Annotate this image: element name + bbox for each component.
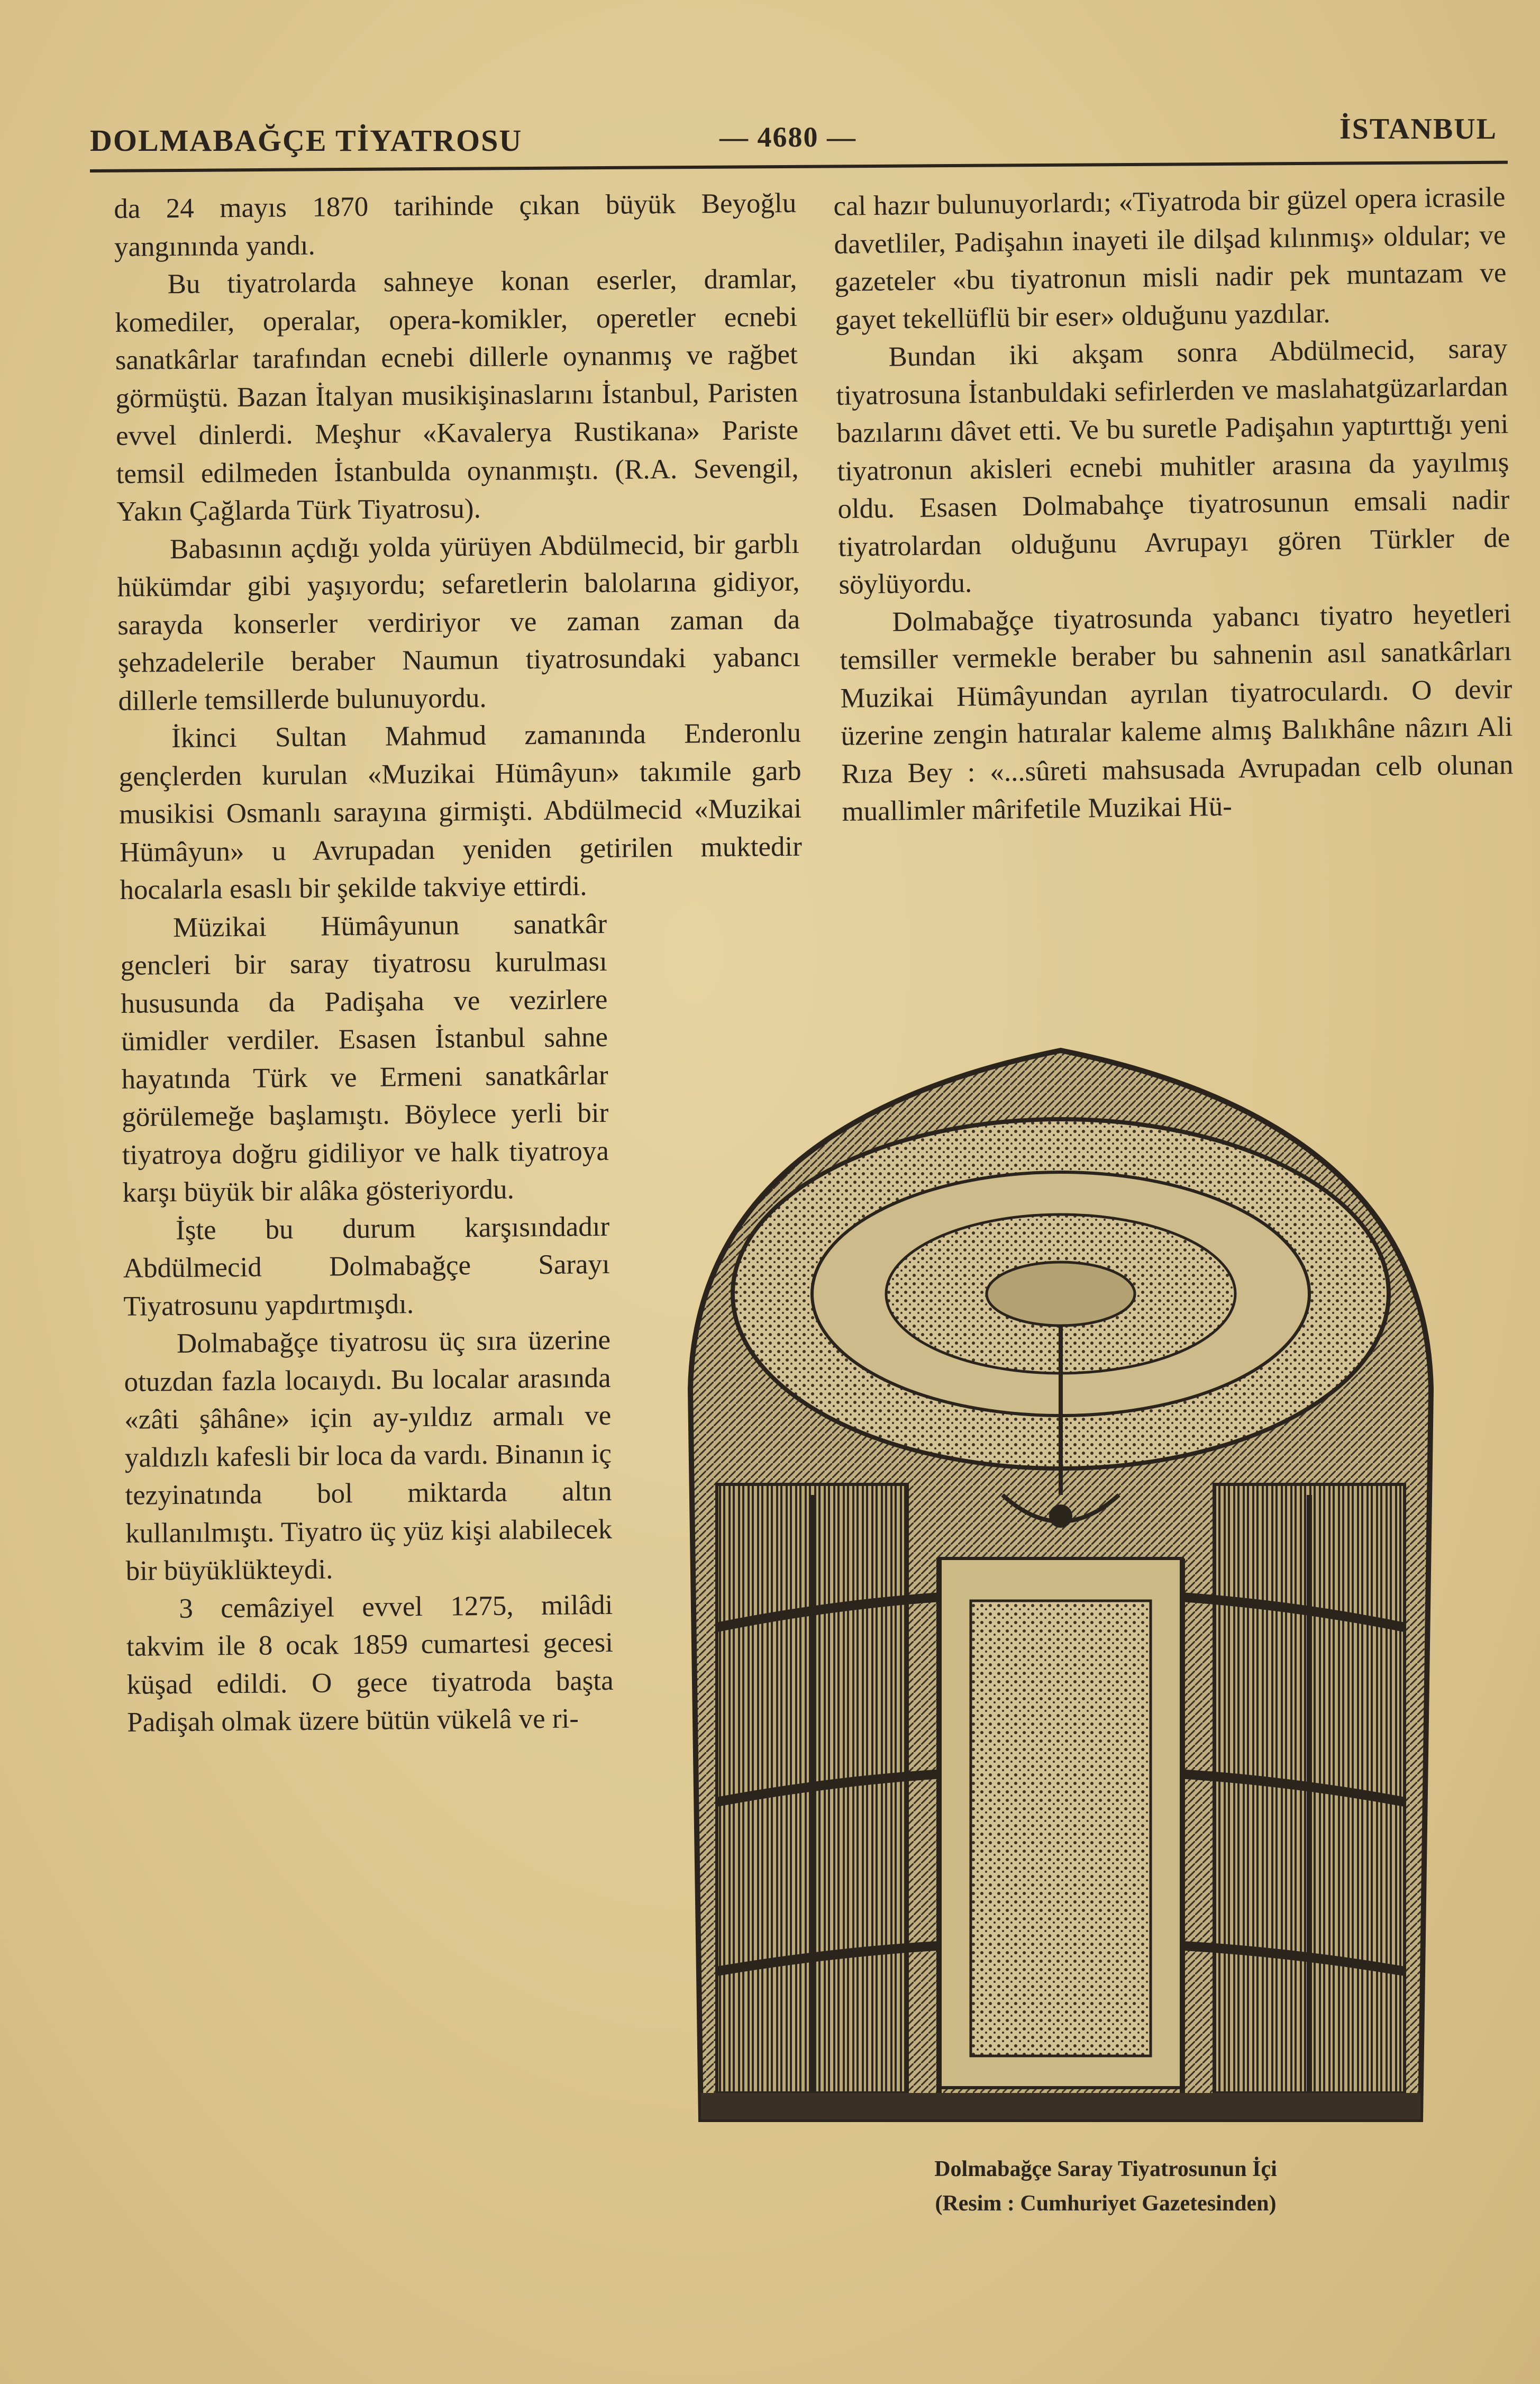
narrow-text-block	[120, 905, 614, 1742]
paragraph: İkinci Sultan Mahmud zamanında Enderonlu gençlerden kurulan «Muzikai Hümâyun» takımile garb musikisi Osmanlı sarayına girmişti. Abdülmecid «Muzikai Hümâyun» u Avrupadan yeniden getirilen muktedir hocalarla esaslı bir şekilde takviye ettirdi.	[119, 717, 803, 905]
paragraph: Bu tiyatrolarda sahneye konan eserler, dramlar, komediler, operalar, opera-komikler, operetler ecnebi sanatkârlar tarafından ecnebi dillerle oynanmış ve rağbet görmüştü. Bazan İtalyan musikişinaslarını İstanbul, Paristen evvel dinlerdi. Meşhur «Kavalerya Rustikana» Pariste temsil edilmeden İstanbulda oynanmıştı. (R.A. Sevengil, Yakın Çağlarda Türk Tiyatrosu).	[114, 263, 799, 527]
figure-credit: (Resim : Cumhuriyet Gazetesinden)	[935, 2191, 1277, 2216]
right-column	[833, 178, 1514, 831]
paragraph: Müzikai Hümâyunun sanatkâr gencleri bir saray tiyatrosu kurulması hususunda da Padişaha ve vezirlere ümidler verdiler. Esasen İstanbul sahne hayatında Türk ve Ermeni sanatkârlar görülemeğe başlamıştı. Böylece yerli bir tiyatroya doğru gidiliyor ve halk tiyatroya karşı büyük bir alâka gösteriyordu.	[120, 908, 609, 1208]
theatre-interior-engraving	[632, 1019, 1489, 2141]
paragraph: 3 cemâziyel evvel 1275, milâdi takvim ile 8 ocak 1859 cumartesi gecesi küşad edildi. O gece tiyatroda başta Padişah olmak üzere bütün vükelâ ve ri-	[126, 1589, 614, 1738]
paragraph: Dolmabağçe tiyatrosu üç sıra üzerine otuzdan fazla locaıydı. Bu localar arasında «zâti şâhâne» için ay-yıldız armalı ve yaldızlı kafesli bir loca da vardı. Binanın iç tezyinatında bol miktarda altın kullanılmıştı. Tiyatro üç yüz kişi alabilecek bir büyüklükteydi.	[124, 1324, 613, 1587]
paragraph: da 24 mayıs 1870 tarihinde çıkan büyük Beyoğlu yangınında yandı.	[114, 187, 797, 262]
page-header	[90, 111, 1508, 169]
paragraph: Bundan iki akşam sonra Abdülmecid, saray tiyatrosuna İstanbuldaki sefirlerden ve maslahatgüzarlardan bazılarını dâvet etti. Ve bu suretle Padişahın yaptırttığı yeni tiyatronun akisleri ecnebi muhitler arasına da yayılmış oldu. Esasen Dolmabahçe tiyatrosunun emsali nadir tiyatrolardan olduğunu Avrupayı gören Türkler de söylüyordu.	[836, 333, 1510, 600]
engraving-image	[632, 1019, 1489, 2141]
paragraph: İşte bu durum karşısındadır Abdülmecid Dolmabağçe Sarayı Tiyatrosunu yapdırtmışdı.	[123, 1211, 610, 1322]
page-number: — 4680 —	[719, 121, 856, 153]
paragraph: cal hazır bulunuyorlardı; «Tiyatroda bir güzel opera icrasile davetliler, Padişahın inayeti ile dilşad kılınmış» oldular; ve gazeteler «bu tiyatronun misli nadir pek muntazam ve gayet tekellüflü bir eser» olduğunu yazdılar.	[833, 182, 1507, 336]
paragraph: Babasının açdığı yolda yürüyen Abdülmecid, bir garblı hükümdar gibi yaşıyordu; sefaretlerin balolarına gidiyor, sarayda konserler verdiriyor ve zaman zaman da şehzadelerile beraber Naumun tiyatrosundaki yabancı dillerle temsillerde bulunuyordu.	[117, 528, 800, 717]
running-section: İSTANBUL	[1339, 113, 1497, 146]
figure-caption: Dolmabağçe Saray Tiyatrosunun İçi	[934, 2157, 1277, 2181]
running-title: DOLMABAĞÇE TİYATROSU	[90, 123, 523, 158]
paragraph: Dolmabağçe tiyatrosunda yabancı tiyatro heyetleri temsiller vermekle beraber bu sahnenin asıl sanatkârları Muzikai Hümâyundan ayrılan tiyatroculardı. O devir üzerine zengin hatıralar kaleme almış Balıkhâne nâzırı Ali Rıza Bey : «...sûreti mahsusada Avrupadan celb olunan muallimler mârifetile Muzikai Hü-	[840, 597, 1514, 827]
header-rule	[90, 161, 1508, 173]
